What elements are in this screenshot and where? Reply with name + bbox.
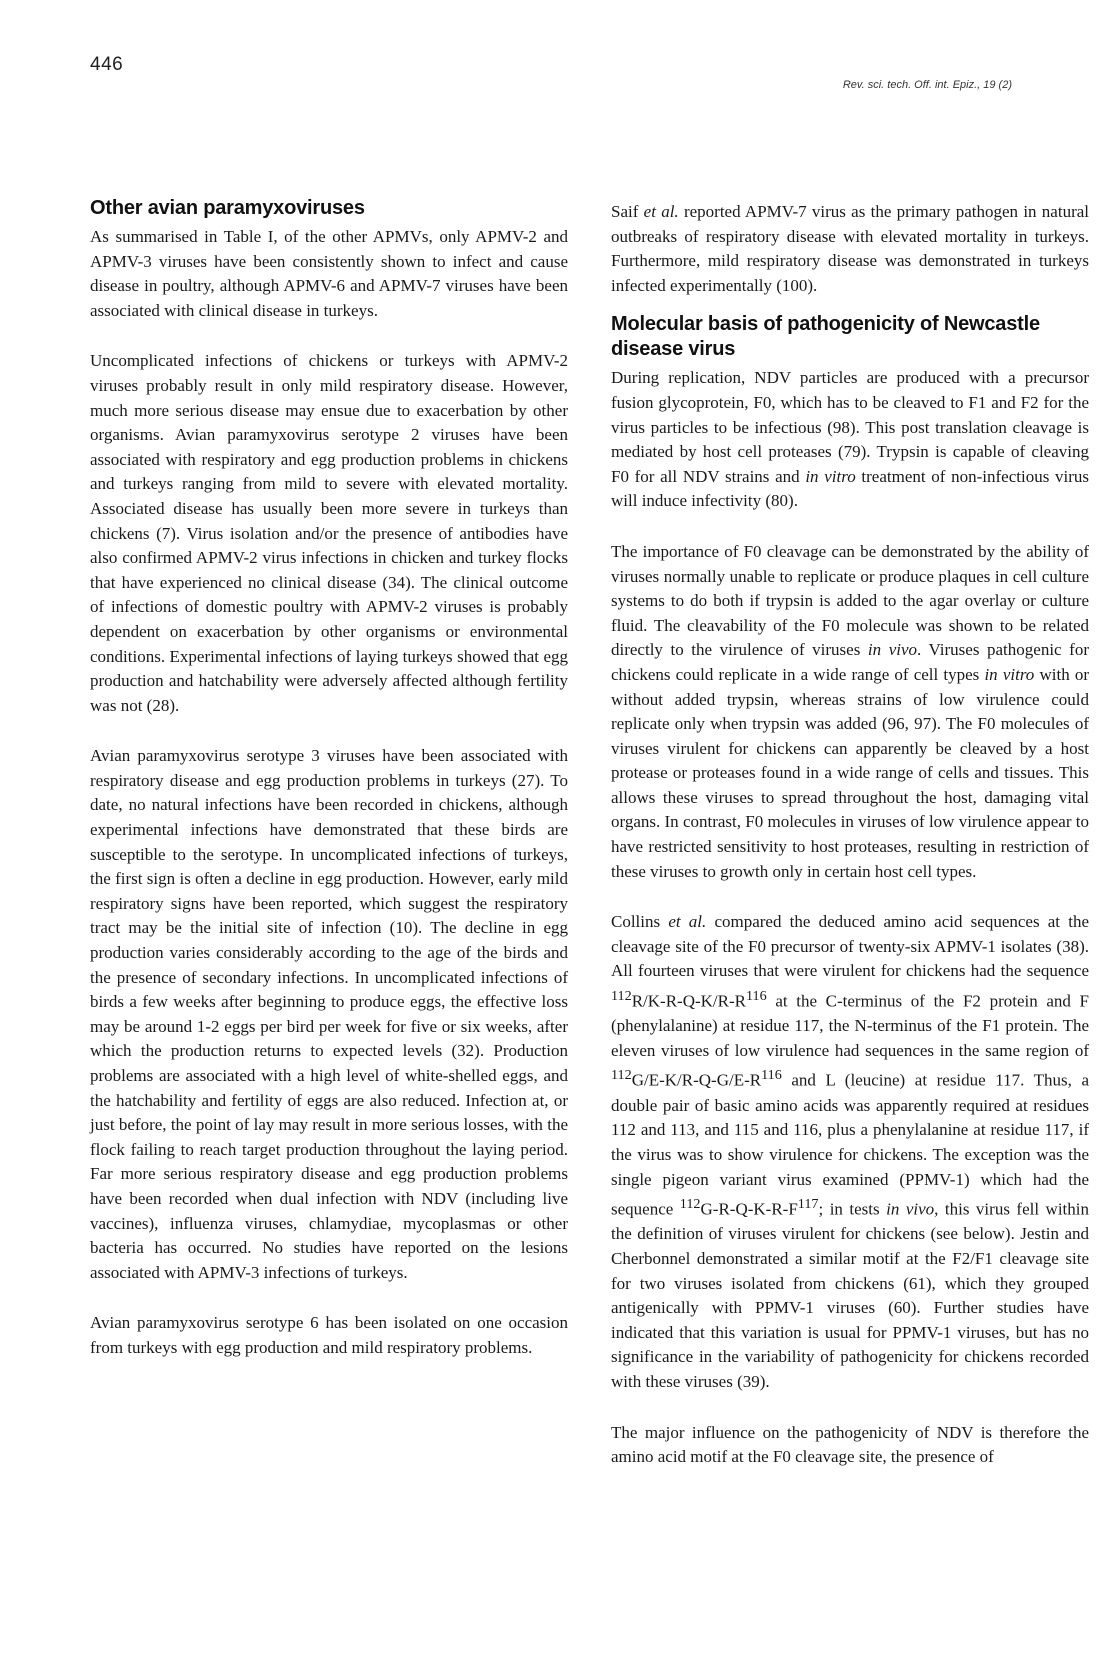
text-run: The importance of F0 cleavage can be demonstrated by the ability of viruses normally unable to replicate or produce plaques in cell culture systems to do both if trypsin is added to the agar overlay or culture fluid. The cleavability of the F0 molecule was shown to be related directly to the virulence of viruses: [611, 541, 1089, 660]
text-run: Collins: [611, 912, 669, 932]
text-run: and L (leucine) at residue 117. Thus, a double pair of basic amino acids was apparently required at residues 112 and 113, and 115 and 116, plus a phenylalanine at residue 117, if the virus was to show virulence for chickens. The exception was the single pigeon variant virus examined (PPMV-1) which had the sequence: [611, 1071, 1089, 1219]
paragraph: [611, 540, 1089, 884]
right-column: [611, 200, 1089, 1470]
text-run: reported APMV-7 virus as the primary pathogen in natural outbreaks of respiratory disease with elevated mortality in turkeys. Furthermore, mild respiratory disease was demonstrated in turkeys infected experimentally (100).: [611, 202, 1090, 295]
page-number: 446: [90, 54, 124, 75]
residue-superscript: 116: [746, 988, 767, 1005]
amino-acid-sequence: G-R-Q-K-R-F: [700, 1199, 798, 1219]
residue-superscript: 116: [761, 1067, 782, 1084]
amino-acid-sequence: G/E-K/R-Q-G/E-R: [631, 1071, 762, 1091]
author-name: Saif: [611, 202, 639, 221]
italic-term: in vivo: [886, 1199, 935, 1219]
residue-superscript: 117: [797, 1196, 819, 1213]
section-heading-molecular-basis: Molecular basis of pathogenicity of Newcastle disease virus: [611, 313, 1040, 361]
residue-superscript: 112: [611, 1067, 632, 1084]
paragraph: As summarised in Table I, of the other APMVs, only APMV-2 and APMV-3 viruses have been consistently shown to infect and cause disease in poultry, although APMV-6 and APMV-7 viruses have been associated with clinical disease in turkeys.: [90, 227, 568, 320]
amino-acid-sequence: R/K-R-Q-K/R-R: [631, 991, 746, 1011]
text-run: , this virus fell within the definition of viruses virulent for chickens (see below). Jestin and Cherbonnel demonstrated a similar motif at the F2/F1 cleavage site for two viruses isolated from chickens (61), which they grouped antigenically with PPMV-1 viruses (60). Further studies have indicated that this variation is usual for PPMV-1 viruses, but has no significance in the variability of pathogenicity for chickens recorded with these viruses (39).: [611, 1199, 1089, 1391]
text-run: compared the deduced amino acid sequences at the cleavage site of the F0 precursor of twenty-six APMV-1 isolates (38). All fourteen viruses that were virulent for chickens had the sequence: [611, 912, 1089, 981]
paragraph: [611, 200, 1089, 298]
text-run: ; in tests: [818, 1199, 887, 1219]
paragraph: [611, 366, 1089, 514]
running-head: Rev. sci. tech. Off. int. Epiz., 19 (2): [842, 79, 1012, 91]
residue-superscript: 112: [679, 1196, 701, 1213]
paragraph: The major influence on the pathogenicity of NDV is therefore the amino acid motif at the F0 cleavage site, the presence of: [611, 1422, 1089, 1467]
italic-term: in vitro: [984, 664, 1035, 684]
text-run: . Viruses pathogenic for chickens could replicate in a wide range of cell types: [611, 640, 1089, 684]
paragraph: Avian paramyxovirus serotype 6 has been isolated on one occasion from turkeys with egg production and mild respiratory problems.: [90, 1313, 568, 1357]
paragraph: Uncomplicated infections of chickens or turkeys with APMV-2 viruses probably result in only mild respiratory disease. However, much more serious disease may ensue due to exacerbation by other organisms. Avian paramyxovirus serotype 2 viruses have been associated with respiratory and egg production problems in chickens and turkeys ranging from mild to severe with elevated mortality. Associated disease has usually been more severe in turkeys than chickens (7). Virus isolation and/or the presence of antibodies have also confirmed APMV-2 virus infections in chicken and turkey flocks that have experienced no clinical disease (34). The clinical outcome of infections of domestic poultry with APMV-2 viruses is probably dependent on exacerbation by other organisms or environmental conditions. Experimental infections of laying turkeys showed that egg production and hatchability were adversely affected although fertility was not (28).: [90, 351, 568, 715]
italic-term: in vitro: [805, 466, 856, 486]
text-run: During replication, NDV particles are produced with a precursor fusion glycoprotein, F0, which has to be cleaved to F1 and F2 for the virus particles to be infectious (98). This post translation cleavage is mediated by host cell proteases (79). Trypsin is capable of cleaving F0 for all NDV strains and: [611, 368, 1089, 486]
paragraph: [611, 910, 1089, 1394]
text-run: at the C-terminus of the F2 protein and F (phenylalanine) at residue 117, the N-terminus of the F1 protein. The eleven viruses of low virulence had sequences in the same region of: [611, 991, 1089, 1060]
left-column: [90, 196, 568, 1361]
text-run: with or without added trypsin, whereas strains of low virulence could replicate only when trypsin was added (96, 97). The F0 molecules of viruses virulent for chickens can apparently be cleaved by a host protease or proteases found in a wide range of cells and tissues. This allows these viruses to spread throughout the host, damaging vital organs. In contrast, F0 molecules in viruses of low virulence appear to have restricted sensitivity to host proteases, resulting in restriction of these viruses to growth only in certain host cell types.: [611, 664, 1090, 881]
italic-term: in vivo: [867, 640, 918, 660]
paragraph: Avian paramyxovirus serotype 3 viruses have been associated with respiratory disease and egg production problems in turkeys (27). To date, no natural infections have been recorded in chickens, although experimental infections have demonstrated that these birds are susceptible to the serotype. In uncomplicated infections of turkeys, the first sign is often a decline in egg production. However, early mild respiratory signs have been reported, which suggest the respiratory tract may be the initial site of infection (10). The decline in egg production varies considerably according to the age of the birds and the presence of secondary infections. In uncomplicated infections of birds a few weeks after beginning to produce eggs, the effective loss may be around 1-2 eggs per bird per week for five or six weeks, after which the production returns to expected levels (32). Production problems are associated with a high level of white-shelled eggs, and the hatchability and fertility of eggs are also reduced. Infection at, or just before, the point of lay may result in more serious losses, with the flock failing to reach target production throughout the laying period. Far more serious respiratory disease and egg production problems have been recorded when dual infection with NDV (including live vaccines), influenza viruses, chlamydiae, mycoplasmas or other bacteria has occurred. No studies have reported on the lesions associated with APMV-3 infections of turkeys.: [90, 746, 568, 1282]
text-run: treatment of non-infectious virus will induce infectivity (80).: [611, 466, 1089, 511]
et-al: et al.: [668, 912, 707, 932]
et-al: et al.: [643, 202, 679, 221]
residue-superscript: 112: [611, 988, 632, 1005]
section-heading-other-avian-paramyxoviruses: Other avian paramyxoviruses: [90, 197, 365, 219]
